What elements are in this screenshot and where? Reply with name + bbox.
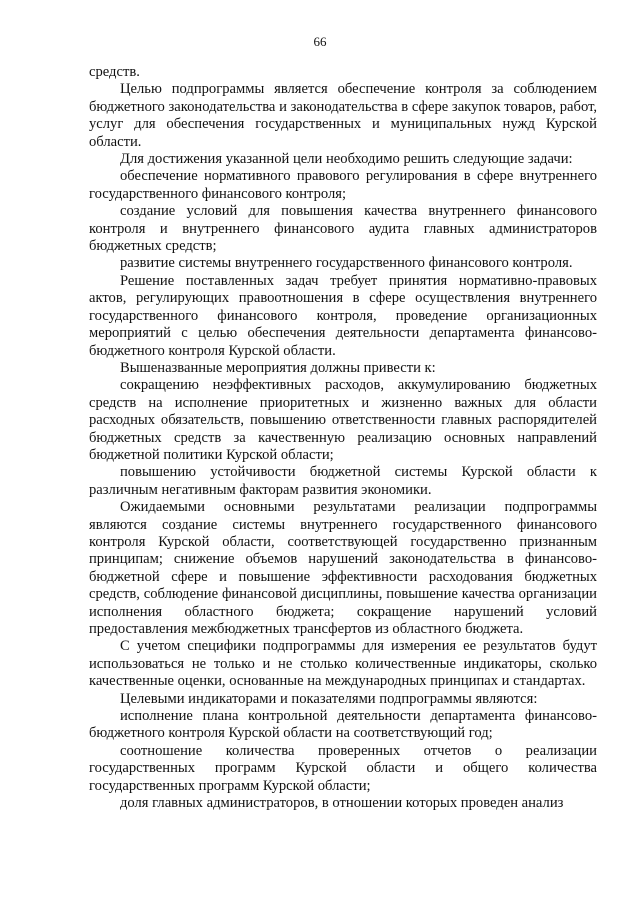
paragraph-indicator-1: исполнение плана контрольной деятельности департамента финансово-бюджетного контроля Курской области на соответствующий год; [89, 708, 597, 742]
document-body [89, 64, 597, 812]
paragraph-expected-results: Ожидаемыми основными результатами реализации подпрограммы являются создание системы внутреннего государственного финансового контроля Курской области, соответствующей государственно признанным принципам; снижение объемов нарушений законодательства в финансово-бюджетной сфере и повышение эффективности расходования бюджетных средств, соблюдение финансовой дисциплины, повышение качества организации исполнения областного бюджета; сокращение нарушений условий предоставления межбюджетных трансфертов из областного бюджета. [89, 499, 597, 637]
page-number: 66 [313, 34, 327, 49]
paragraph-tasks-intro: Для достижения указанной цели необходимо решить следующие задачи: [120, 151, 573, 168]
paragraph-task-2: создание условий для повышения качества внутреннего финансового контроля и внутреннего финансового аудита главных администраторов бюджетных средств; [89, 203, 597, 255]
paragraph-indicator-2: соотношение количества проверенных отчетов о реализации государственных программ Курской области и общего количества государственных программ Курской области; [89, 742, 597, 794]
paragraph-measure-2: повышению устойчивости бюджетной системы Курской области к различным негативным факторам развития экономики. [89, 464, 597, 498]
paragraph-goal: Целью подпрограммы является обеспечение контроля за соблюдением бюджетного законодательства и законодательства в сфере закупок товаров, работ, услуг для обеспечения государственных и муниципальных нужд Курской области. [89, 81, 597, 150]
paragraph-task-3: развитие системы внутреннего государственного финансового контроля. [120, 255, 573, 272]
paragraph-indicators-intro: Целевыми индикаторами и показателями подпрограммы являются: [120, 690, 538, 707]
paragraph-specifics: С учетом специфики подпрограммы для измерения ее результатов будут использоваться не только и не столько количественные индикаторы, сколько качественные оценки, основанные на международных принципах и стандартах. [89, 638, 597, 690]
paragraph-indicator-3: доля главных администраторов, в отношении которых проведен анализ [120, 795, 564, 812]
paragraph-measures-intro: Вышеназванные мероприятия должны привести к: [120, 359, 436, 376]
paragraph-solution: Решение поставленных задач требует принятия нормативно-правовых актов, регулирующих правоотношения в сфере осуществления внутреннего государственного финансового контроля, проведение организационных мероприятий с целью обеспечения деятельности департамента финансово-бюджетного контроля Курской области. [89, 272, 597, 359]
paragraph-continuation: средств. [89, 64, 140, 80]
paragraph-task-1: обеспечение нормативного правового регулирования в сфере внутреннего государственного финансового контроля; [89, 168, 597, 202]
paragraph-measure-1: сокращению неэффективных расходов, аккумулированию бюджетных средств на исполнение приоритетных и жизненно важных для области расходных обязательств, повышению ответственности главных распорядителей бюджетных средств за качественную реализацию основных направлений бюджетной политики Курской области; [89, 377, 597, 463]
